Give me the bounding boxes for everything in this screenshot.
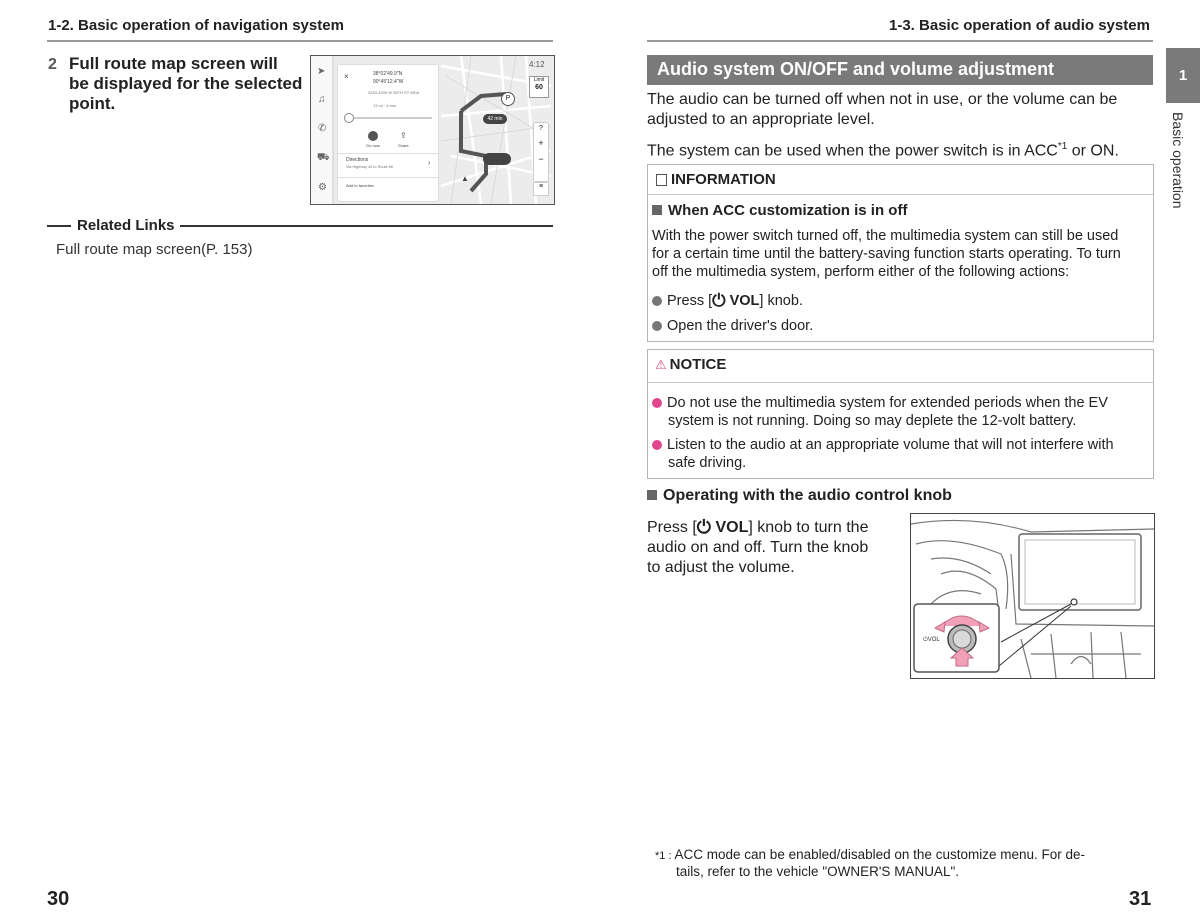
speed-limit-value: 60 <box>535 84 543 91</box>
notice-b2-line: Listen to the audio at an appropriate volume that will not interfere with <box>667 437 1114 453</box>
directions-sub: Via Highway 44 to Route 66 <box>346 165 393 169</box>
information-subheading-text: When ACC customization is in off <box>668 202 908 219</box>
close-icon[interactable]: × <box>344 72 349 81</box>
step-number: 2 <box>48 56 57 73</box>
knob-heading-text: Operating with the audio control knob <box>663 487 952 504</box>
knob-vol-label: VOL <box>715 519 749 536</box>
related-links-line-left <box>47 225 71 227</box>
section-title-bar: Audio system ON/OFF and volume adjustment <box>647 55 1153 85</box>
go-now-button[interactable] <box>366 131 380 148</box>
information-paragraph <box>652 227 1147 281</box>
related-links-title: Related Links <box>77 217 175 234</box>
notice-b1-line: system is not running. Doing so may deplete the 12-volt battery. <box>668 413 1077 429</box>
settings-gear-icon[interactable]: ⚙ <box>318 182 327 193</box>
information-box <box>647 164 1154 342</box>
coordinate-lat: 38°02'49.9"N <box>373 71 403 77</box>
bullet-icon <box>652 296 662 306</box>
notice-box <box>647 349 1154 479</box>
info-para-line: for a certain time until the battery-saving function starts operating. To turn <box>652 246 1121 262</box>
address-line: 3253-4539 W 56TH ST ARIA <box>368 90 420 95</box>
navigation-screen <box>310 55 555 205</box>
info-para-line: With the power switch turned off, the multimedia system can still be used <box>652 228 1119 244</box>
zoom-out-button[interactable]: − <box>538 154 544 164</box>
progress-start-dot <box>344 113 354 123</box>
chapter-tab-label: Basic operation <box>1170 112 1186 209</box>
left-header-rule <box>47 40 553 42</box>
footnote <box>655 847 1155 880</box>
map-menu-icon[interactable]: ≡ <box>533 182 549 196</box>
acc-footnote-ref[interactable]: *1 <box>1057 141 1068 152</box>
intro-line: adjusted to an appropriate level. <box>647 111 875 128</box>
chevron-right-icon[interactable]: › <box>428 160 431 167</box>
related-links-line-right <box>180 225 553 227</box>
notice-title: NOTICE <box>669 356 727 373</box>
notice-divider <box>648 382 1153 383</box>
progress-track <box>344 117 432 119</box>
speed-limit-label: Limit <box>533 77 545 83</box>
point-info-card <box>337 64 439 202</box>
vol-knob-label-text: VOL <box>927 637 940 643</box>
notice-b2-line: safe driving. <box>668 455 747 471</box>
notice-b1-line: Do not use the multimedia system for extended periods when the EV <box>667 395 1108 411</box>
map-controls <box>533 122 549 182</box>
left-page-header: 1-2. Basic operation of navigation system <box>48 17 344 34</box>
knob-section-heading <box>647 487 952 505</box>
car-icon[interactable]: ⛟ <box>317 152 330 163</box>
share-button[interactable] <box>398 131 409 148</box>
share-label: Share <box>398 143 409 148</box>
bullet2-text: Open the driver's door. <box>667 318 814 334</box>
vol-knob-label <box>923 637 940 644</box>
right-page-header: 1-3. Basic operation of audio system <box>889 17 1150 34</box>
knob-line: audio on and off. Turn the knob <box>647 539 869 556</box>
zoom-in-button[interactable]: + <box>538 138 544 148</box>
map-help-button[interactable]: ? <box>539 125 543 132</box>
bullet-icon <box>652 321 662 331</box>
warning-triangle-icon: ⚠ <box>655 357 667 372</box>
footnote-line: tails, refer to the vehicle "OWNER'S MANUAL". <box>676 864 959 879</box>
vehicle-position-icon: ▲ <box>461 174 469 183</box>
info-para-line: off the multimedia system, perform either of the following actions: <box>652 264 1070 280</box>
notice-heading <box>655 356 726 374</box>
information-book-icon <box>656 174 667 186</box>
power-icon: ⏻ <box>696 517 712 537</box>
card-divider <box>338 177 438 178</box>
card-divider <box>338 153 438 154</box>
acc-text <box>647 137 1153 161</box>
knob-line1-pre: Press [ <box>647 519 697 536</box>
information-bullet-door <box>652 317 813 335</box>
add-favorites-row[interactable]: Add to favorites <box>346 183 374 188</box>
intro-text <box>647 90 1153 130</box>
notice-bullet-icon <box>652 398 662 408</box>
clock: 4:12 <box>529 60 545 69</box>
route-chip-secondary[interactable] <box>483 153 511 165</box>
information-subheading <box>652 202 907 219</box>
route-time-chip[interactable]: 42 min <box>483 114 507 124</box>
bullet1-pre: Press [ <box>667 293 713 309</box>
bullet1-post: ] knob. <box>759 293 803 309</box>
footnote-line: ACC mode can be enabled/disabled on the customize menu. For de- <box>674 847 1085 862</box>
go-icon <box>368 131 378 141</box>
phone-icon[interactable]: ✆ <box>318 123 327 134</box>
dashboard-illustration <box>910 513 1155 679</box>
information-bullet-press <box>652 292 803 310</box>
knob-instructions <box>647 517 897 578</box>
notice-bullet-icon <box>652 440 662 450</box>
related-link-item[interactable]: Full route map screen(P. 153) <box>56 241 253 258</box>
right-page-number: 31 <box>1129 888 1152 910</box>
square-bullet-icon <box>647 490 657 500</box>
distance-line: 13 mi · 4 min <box>373 103 397 108</box>
square-bullet-icon <box>652 205 662 215</box>
power-icon: ⏻ <box>712 291 726 310</box>
power-icon: ⏻ <box>923 637 928 643</box>
right-header-rule <box>647 40 1153 42</box>
knob-line1-post: ] knob to turn the <box>748 519 869 536</box>
dashboard-drawing <box>911 514 1154 678</box>
coordinate-lon: 90°45'12.4"W <box>373 79 404 85</box>
chapter-tab[interactable]: 1 <box>1166 48 1200 103</box>
go-now-label: Go now <box>366 143 380 148</box>
step-text-line: Full route map screen will <box>69 54 278 73</box>
navigation-arrow-icon[interactable]: ➤ <box>317 66 326 77</box>
acc-text-main: The system can be used when the power switch is in ACC <box>647 142 1058 160</box>
directions-label: Directions <box>346 157 369 163</box>
information-heading <box>656 171 776 189</box>
share-icon: ⇪ <box>399 131 407 140</box>
vol-label: VOL <box>729 293 760 309</box>
footnote-marker: *1 : <box>655 850 672 862</box>
information-divider <box>648 194 1153 195</box>
notice-bullet-ev <box>652 394 1147 430</box>
speed-limit-sign <box>529 76 549 98</box>
destination-pin-icon[interactable]: P <box>501 92 515 106</box>
coordinates <box>373 70 403 86</box>
notice-bullet-volume <box>652 436 1147 472</box>
step-text <box>69 54 309 114</box>
intro-line: The audio can be turned off when not in use, or the volume can be <box>647 91 1118 108</box>
step-text-line: point. <box>69 94 116 113</box>
directions-row[interactable] <box>346 157 393 171</box>
music-icon[interactable]: ♫ <box>318 94 326 105</box>
information-title: INFORMATION <box>671 171 776 188</box>
knob-line: to adjust the volume. <box>647 559 795 576</box>
acc-text-end: or ON. <box>1067 142 1119 160</box>
step-text-line: be displayed for the selected <box>69 74 303 93</box>
left-page-number: 30 <box>47 888 70 910</box>
